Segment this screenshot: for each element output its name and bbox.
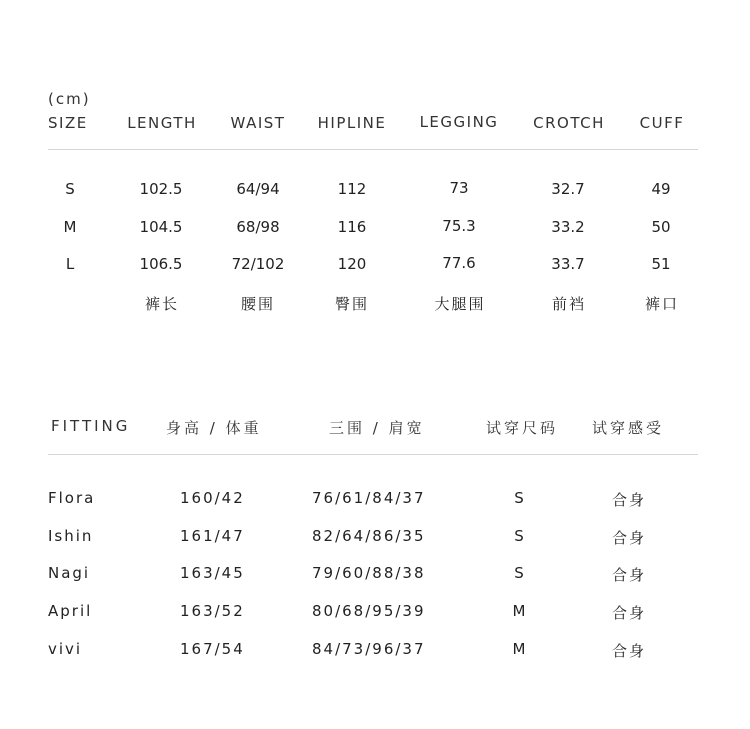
size-row-s-hipline: 112 (337, 180, 367, 198)
fitting-row-height-weight: 167/54 (180, 640, 245, 658)
fitting-row-feeling: 合身 (611, 566, 647, 584)
fitting-row-size: M (512, 602, 528, 620)
fitting-row-height-weight: 163/52 (180, 602, 245, 620)
size-row-m-legging: 75.3 (442, 217, 476, 235)
size-row-l-hipline: 120 (337, 255, 367, 273)
fitting-row-height-weight: 163/45 (180, 564, 245, 582)
fitting-row-name: vivi (48, 640, 83, 658)
header-length: LENGTH (127, 114, 197, 132)
fitting-row-feeling: 合身 (611, 604, 647, 622)
size-row-m-cuff: 50 (651, 218, 671, 236)
header-legging: LEGGING (419, 113, 499, 131)
size-row-s-crotch: 32.7 (551, 180, 585, 198)
size-row-l-crotch: 33.7 (551, 255, 585, 273)
fitting-row-size: S (514, 527, 526, 545)
size-row-l-size: L (65, 255, 75, 273)
header-cuff: CUFF (639, 114, 685, 132)
cn-label-waist: 腰围 (240, 295, 276, 313)
size-row-s-size: S (65, 180, 75, 198)
fitting-row-measurements: 84/73/96/37 (312, 640, 426, 658)
cn-label-crotch: 前裆 (551, 295, 587, 313)
fitting-row-feeling: 合身 (611, 642, 647, 660)
cn-label-legging: 大腿围 (434, 295, 486, 313)
header-size: SIZE (48, 114, 88, 132)
fitting-row-feeling: 合身 (611, 491, 647, 509)
header-measurements: 三围 / 肩宽 (329, 419, 425, 437)
size-row-m-crotch: 33.2 (551, 218, 585, 236)
cn-label-length: 裤长 (144, 295, 180, 313)
header-fitting: FITTING (51, 417, 131, 435)
fitting-row-name: Ishin (48, 527, 94, 545)
fitting-row-size: S (514, 489, 526, 507)
header-try-feeling: 试穿感受 (592, 419, 665, 437)
size-row-l-length: 106.5 (139, 255, 183, 273)
header-hipline: HIPLINE (317, 114, 387, 132)
header-try-size: 试穿尺码 (486, 419, 559, 437)
size-row-l-waist: 72/102 (231, 255, 285, 273)
header-height-weight: 身高 / 体重 (166, 419, 262, 437)
fitting-row-name: Flora (48, 489, 96, 507)
size-row-s-length: 102.5 (139, 180, 183, 198)
fitting-row-height-weight: 160/42 (180, 489, 245, 507)
fitting-table-divider (48, 454, 698, 455)
fitting-row-size: M (512, 640, 528, 658)
fitting-row-name: Nagi (48, 564, 91, 582)
fitting-row-name: April (48, 602, 93, 620)
size-row-s-legging: 73 (449, 179, 469, 197)
unit-label: (cm) (48, 90, 91, 108)
fitting-row-measurements: 80/68/95/39 (312, 602, 426, 620)
size-row-l-cuff: 51 (651, 255, 671, 273)
size-row-s-cuff: 49 (651, 180, 671, 198)
header-crotch: CROTCH (533, 114, 605, 132)
cn-label-cuff: 裤口 (644, 295, 680, 313)
fitting-row-measurements: 79/60/88/38 (312, 564, 426, 582)
fitting-row-height-weight: 161/47 (180, 527, 245, 545)
size-row-s-waist: 64/94 (236, 180, 280, 198)
cn-label-hipline: 臀围 (334, 295, 370, 313)
size-table-divider (48, 149, 698, 150)
fitting-row-measurements: 76/61/84/37 (312, 489, 426, 507)
size-row-l-legging: 77.6 (442, 254, 476, 272)
fitting-row-measurements: 82/64/86/35 (312, 527, 426, 545)
size-row-m-waist: 68/98 (236, 218, 280, 236)
size-row-m-size: M (63, 218, 77, 236)
size-row-m-length: 104.5 (139, 218, 183, 236)
fitting-row-feeling: 合身 (611, 529, 647, 547)
size-row-m-hipline: 116 (337, 218, 367, 236)
header-waist: WAIST (230, 114, 286, 132)
fitting-row-size: S (514, 564, 526, 582)
